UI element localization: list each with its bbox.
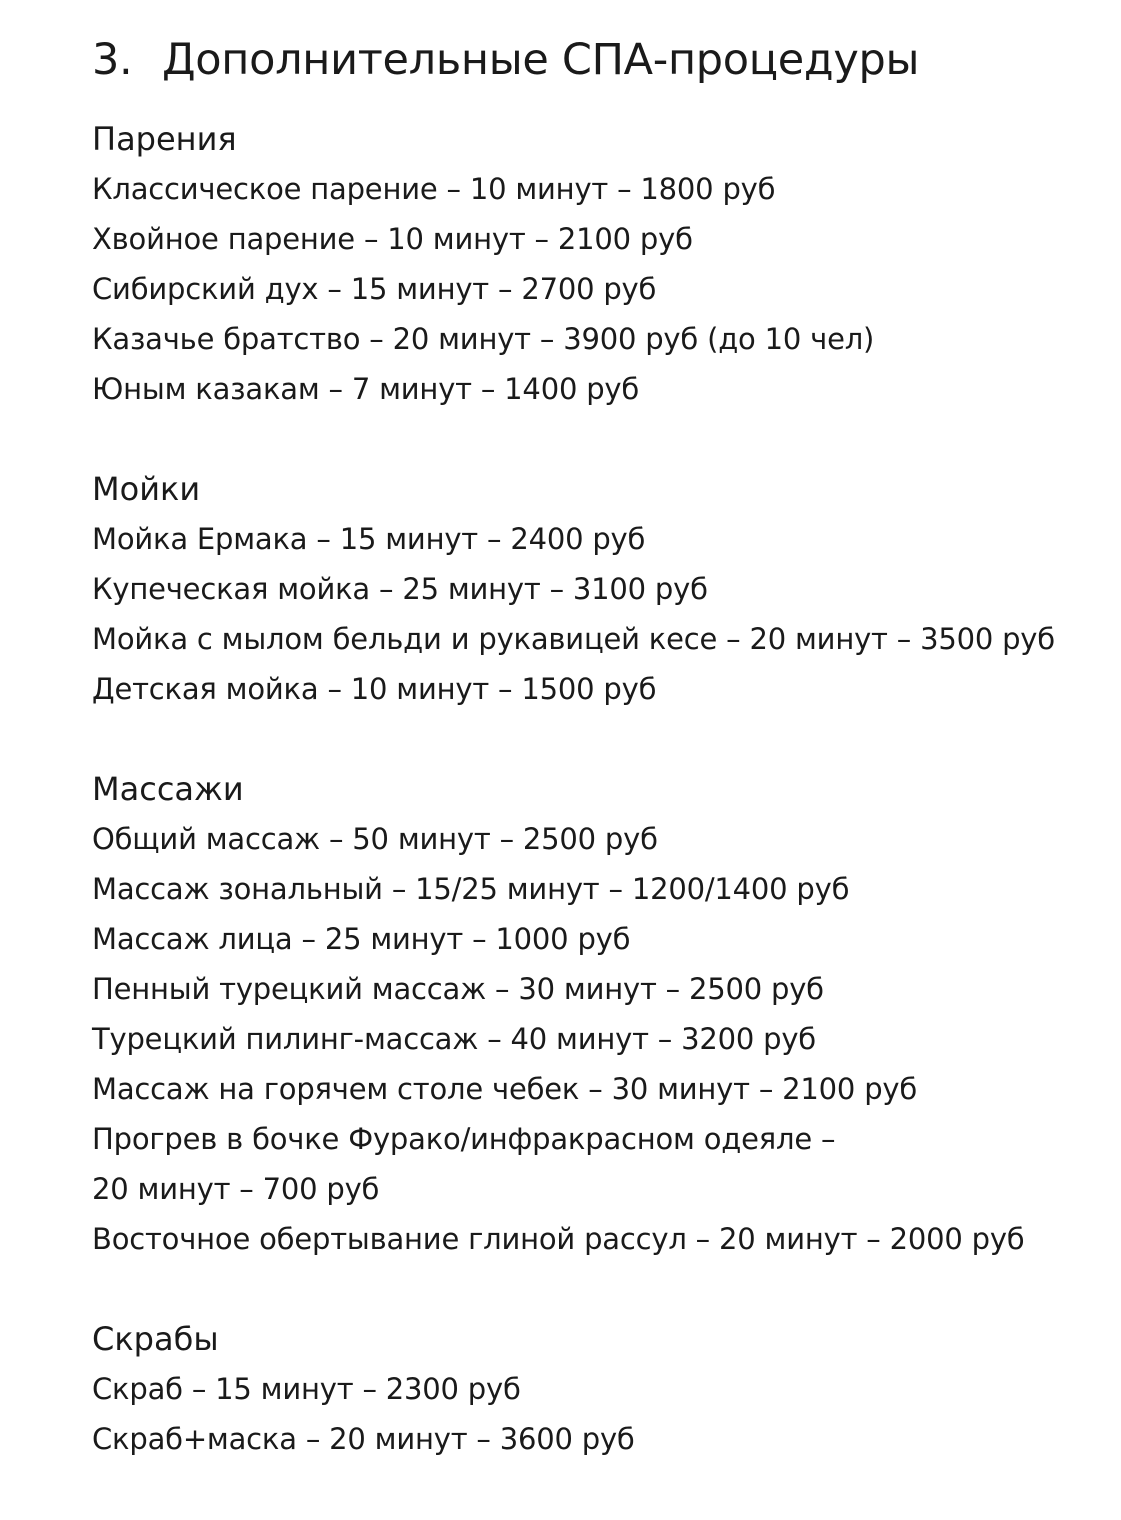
price-line: Общий массаж – 50 минут – 2500 руб: [92, 822, 658, 856]
price-line: Юным казакам – 7 минут – 1400 руб: [92, 372, 640, 406]
price-line: Прогрев в бочке Фурако/инфракрасном одеяле –: [92, 1122, 836, 1156]
price-line: Классическое парение – 10 минут – 1800 руб: [92, 172, 776, 206]
section-massazhi: [92, 764, 1102, 1264]
price-line: Детская мойка – 10 минут – 1500 руб: [92, 672, 657, 706]
price-line: Хвойное парение – 10 минут – 2100 руб: [92, 222, 693, 256]
price-line: Купеческая мойка – 25 минут – 3100 руб: [92, 572, 708, 606]
price-line: Мойка с мылом бельди и рукавицей кесе – 20 минут – 3500 руб: [92, 622, 1055, 656]
price-line: Массаж лица – 25 минут – 1000 руб: [92, 922, 631, 956]
price-line-continuation: 20 минут – 700 руб: [92, 1172, 380, 1206]
section-parenia: [92, 114, 1102, 414]
price-line: Сибирский дух – 15 минут – 2700 руб: [92, 272, 657, 306]
section-heading: Скрабы: [92, 1320, 219, 1358]
price-line: Массаж зональный – 15/25 минут – 1200/1400 руб: [92, 872, 850, 906]
section-heading: Массажи: [92, 770, 244, 808]
section-skraby: [92, 1314, 1102, 1464]
price-line: Массаж на горячем столе чебек – 30 минут – 2100 руб: [92, 1072, 918, 1106]
price-line: Турецкий пилинг-массаж – 40 минут – 3200 руб: [92, 1022, 816, 1056]
section-heading: Парения: [92, 120, 237, 158]
section-moiki: [92, 464, 1102, 714]
price-line: Скраб – 15 минут – 2300 руб: [92, 1372, 521, 1406]
section-number: 3.: [92, 35, 133, 85]
page-title: [92, 30, 919, 90]
price-line: Пенный турецкий массаж – 30 минут – 2500 руб: [92, 972, 824, 1006]
price-line: Восточное обертывание глиной рассул – 20 минут – 2000 руб: [92, 1222, 1025, 1256]
section-heading: Мойки: [92, 470, 201, 508]
price-line: Мойка Ермака – 15 минут – 2400 руб: [92, 522, 646, 556]
price-line: Казачье братство – 20 минут – 3900 руб (до 10 чел): [92, 322, 875, 356]
price-line: Скраб+маска – 20 минут – 3600 руб: [92, 1422, 635, 1456]
title-text: Дополнительные СПА-процедуры: [162, 35, 920, 85]
